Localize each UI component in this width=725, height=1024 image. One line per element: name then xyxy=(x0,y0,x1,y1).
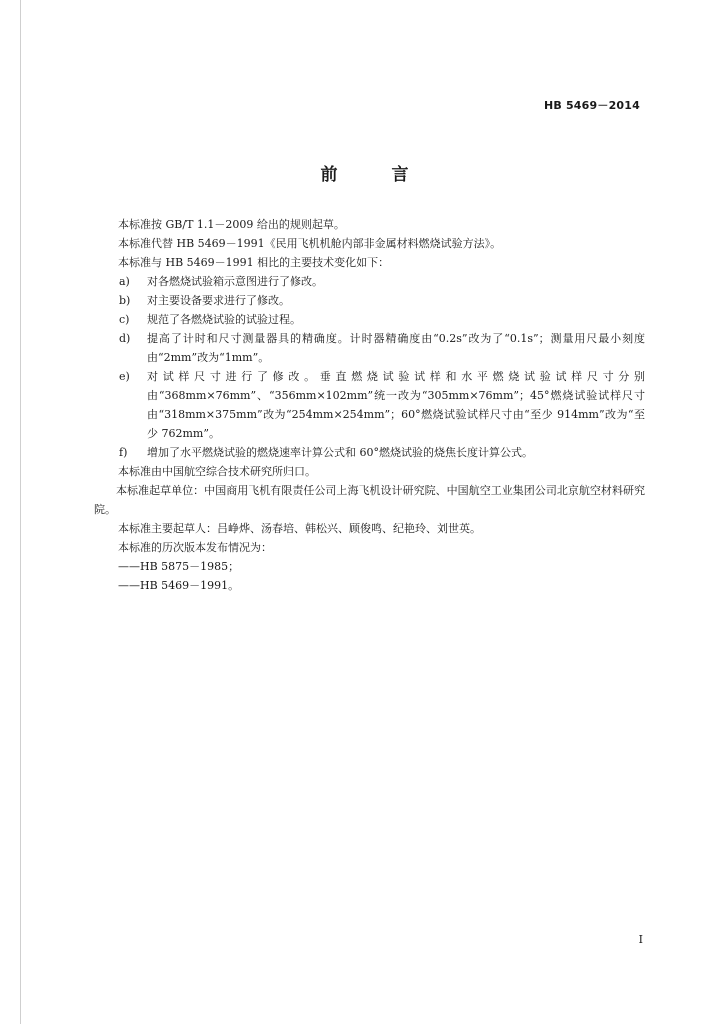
list-item-label: e) xyxy=(119,370,130,383)
list-item-label: b) xyxy=(119,294,131,307)
page-title: 前 言 xyxy=(320,165,433,185)
list-item-text: 对各燃烧试验箱示意图进行了修改。 xyxy=(147,275,323,288)
paragraph-history-intro: 本标准的历次版本发布情况为： xyxy=(118,541,272,554)
list-item xyxy=(96,367,645,443)
list-item-text: 对主要设备要求进行了修改。 xyxy=(147,294,290,307)
paragraph-drafters: 本标准主要起草人：吕峥烨、汤春培、韩松兴、顾俊鸣、纪艳玲、刘世英。 xyxy=(118,522,481,535)
history-entry: ——HB 5875－1985； xyxy=(118,560,240,573)
document-body xyxy=(96,215,645,595)
list-item-label: c) xyxy=(119,313,130,326)
history-entry: ——HB 5469－1991。 xyxy=(118,579,240,592)
list-item-text: 提高了计时和尺寸测量器具的精确度。计时器精确度由“0.2s”改为了“0.1s”；测量用尺最小刻度由“2mm”改为“1mm”。 xyxy=(147,332,645,364)
paragraph-replaces: 本标准代替 HB 5469－1991《民用飞机机舱内部非金属材料燃烧试验方法》。 xyxy=(118,237,502,250)
list-item-label: a) xyxy=(119,275,130,288)
list-item-label: f) xyxy=(119,446,128,459)
paragraph-changes-intro: 本标准与 HB 5469－1991 相比的主要技术变化如下： xyxy=(118,256,390,269)
list-item xyxy=(96,310,645,329)
page-number: I xyxy=(638,933,643,946)
paragraph-drafting-rule: 本标准按 GB/T 1.1－2009 给出的规则起草。 xyxy=(118,218,345,231)
list-item xyxy=(96,272,645,291)
paragraph-administration: 本标准由中国航空综合技术研究所归口。 xyxy=(118,465,316,478)
list-item-text: 规范了各燃烧试验的试验过程。 xyxy=(147,313,301,326)
list-item xyxy=(96,329,645,367)
paragraph-drafting-units: 本标准起草单位：中国商用飞机有限责任公司上海飞机设计研究院、中国航空工业集团公司北京航空材料研究院。 xyxy=(94,484,645,516)
list-item-label: d) xyxy=(119,332,131,345)
scan-edge-line xyxy=(20,0,21,1024)
list-item-text: 增加了水平燃烧试验的燃烧速率计算公式和 60°燃烧试验的烧焦长度计算公式。 xyxy=(147,446,533,459)
list-item-text: 对试样尺寸进行了修改。垂直燃烧试验试样和水平燃烧试验试样尺寸分别由“368mm×76mm”、“356mm×102mm”统一改为“305mm×76mm”；45°燃烧试验试样尺寸由“318mm×375mm”改为“254mm×254mm”；60°燃烧试验试样尺寸由“至少 914mm”改为“至少 762mm”。 xyxy=(147,370,645,440)
list-item xyxy=(96,291,645,310)
document-id: HB 5469－2014 xyxy=(543,99,640,112)
list-item xyxy=(96,443,645,462)
